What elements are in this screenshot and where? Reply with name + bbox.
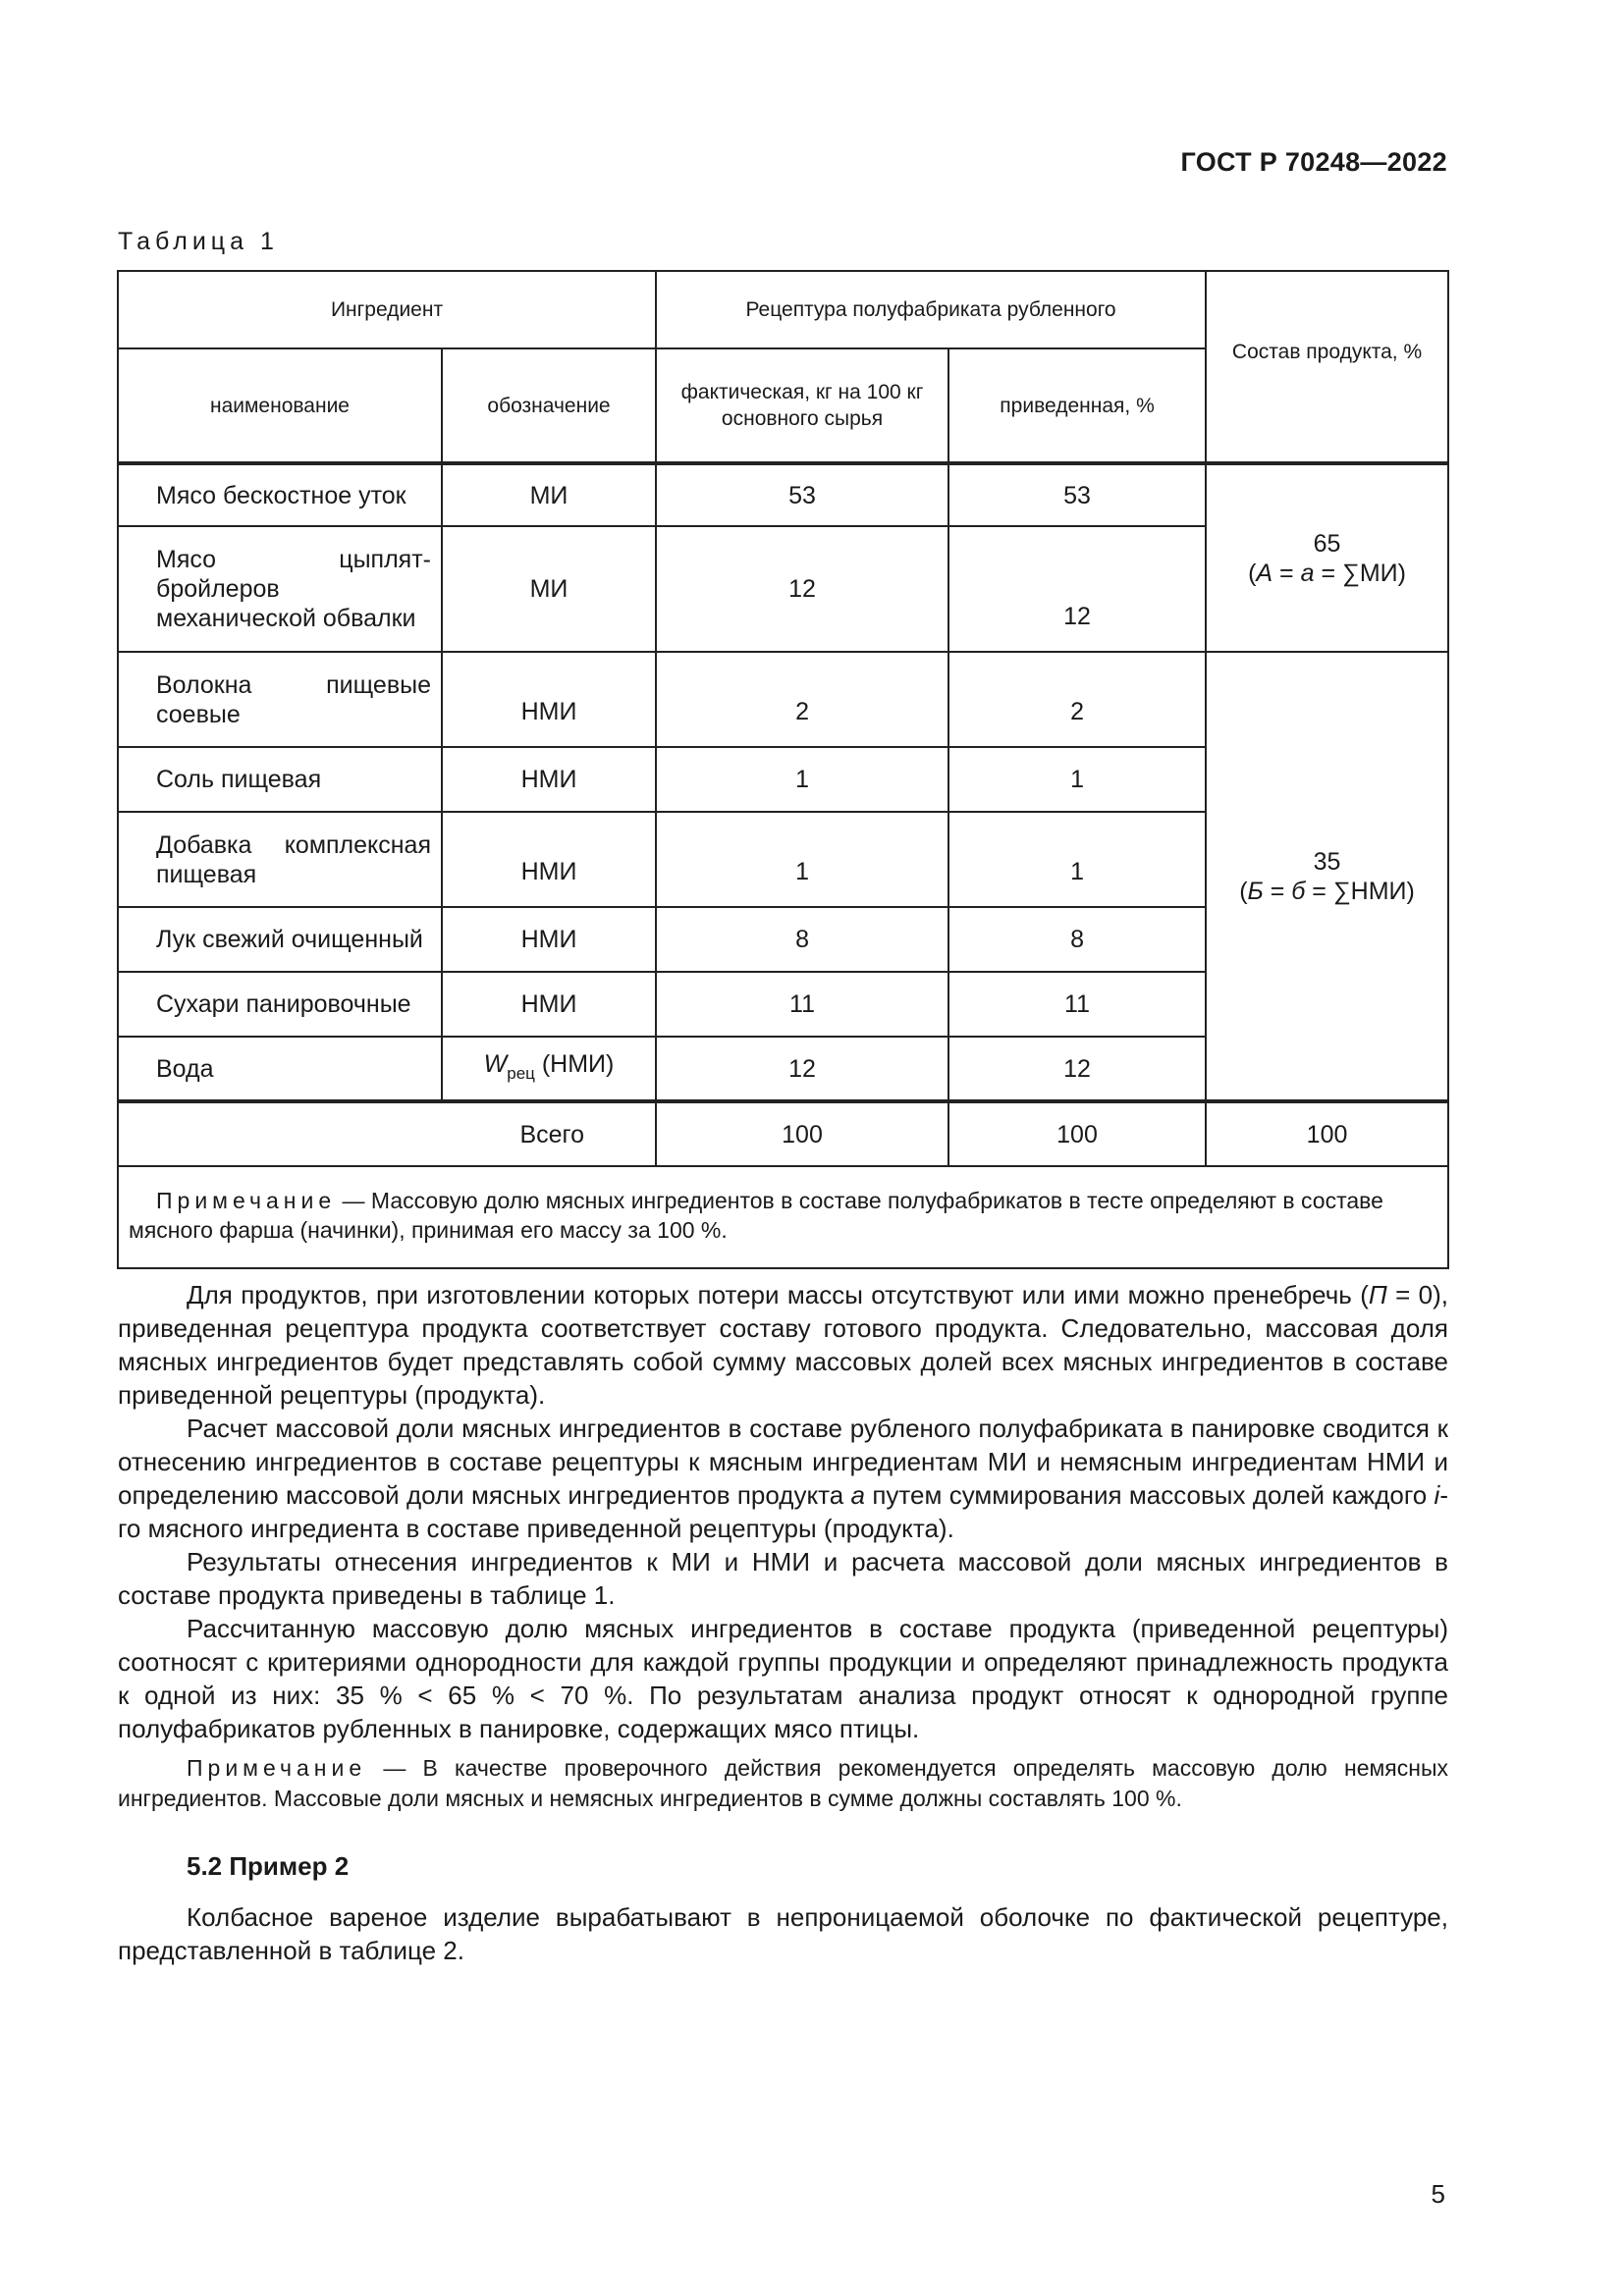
header-reduced: приведенная, % [948,348,1206,463]
ingredient-actual: 53 [656,463,948,526]
table-row [118,652,1448,747]
ingredient-reduced: 8 [948,907,1206,972]
group-meat-value: 65 [1313,529,1341,558]
note-verification [118,1753,1448,1814]
ingredient-reduced: 1 [948,812,1206,907]
total-actual: 100 [656,1101,948,1166]
group-meat-formula: (А = а = ∑МИ) [1248,559,1406,587]
total-composition: 100 [1206,1101,1448,1166]
table-1 [117,270,1447,1269]
ingredient-actual: 8 [656,907,948,972]
ingredient-name: Сухари панировочные [118,972,442,1037]
ingredient-actual: 12 [656,526,948,652]
ingredient-reduced: 53 [948,463,1206,526]
section-paragraph-container [118,1900,1448,1967]
ingredient-name: Добавка комплексная пищевая [118,812,442,907]
table-row [118,463,1448,526]
document-code: ГОСТ Р 70248—2022 [1180,147,1447,177]
ingredient-reduced: 12 [948,526,1206,652]
ingredient-actual: 11 [656,972,948,1037]
table-caption: Таблица 1 [118,228,279,255]
group-nonmeat-composition [1206,652,1448,1101]
ingredient-actual: 1 [656,812,948,907]
header-ingredient: Ингредиент [118,271,656,348]
ingredient-designation: МИ [442,526,656,652]
table-note [118,1166,1448,1268]
header-recipe: Рецептура полуфабриката рубленного [656,271,1206,348]
total-label: Всего [118,1101,656,1166]
section-paragraph: Колбасное вареное изделие вырабатывают в непроницаемой оболочке по фактической рецептуре, представленной в таблице 2. [118,1902,1448,1965]
note-text: — В качестве проверочного действия рекомендуется определять массовую долю немясных ингредиентов. Массовые доли мясных и немясных ингредиентов в сумме должны составлять 100 %. [118,1755,1448,1811]
ingredient-reduced: 12 [948,1037,1206,1101]
ingredient-reduced: 11 [948,972,1206,1037]
group-meat-composition [1206,463,1448,652]
header-designation: обозначение [442,348,656,463]
ingredient-designation: МИ [442,463,656,526]
table-note-label: Примечание [156,1188,337,1213]
paragraph-3: Результаты отнесения ингредиентов к МИ и НМИ и расчета массовой доли мясных ингредиентов в составе продукта приведены в таблице 1. [118,1547,1448,1610]
ingredient-designation: НМИ [442,747,656,812]
ingredient-name: Мясо цыплят-бройлеров механической обвалки [118,526,442,652]
total-reduced: 100 [948,1101,1206,1166]
ingredient-actual: 1 [656,747,948,812]
ingredient-name: Лук свежий очищенный [118,907,442,972]
section-title: 5.2 Пример 2 [187,1851,350,1881]
ingredient-name: Соль пищевая [118,747,442,812]
ingredient-designation: $W_{рец}$ (НМИ) [442,1037,656,1101]
group-nonmeat-formula: (Б = б = ∑НМИ) [1239,877,1415,905]
ingredient-name: Волокна пищевые соевые [118,652,442,747]
note-label: Примечание [187,1755,367,1781]
header-actual: фактическая, кг на 100 кг основного сырья [656,348,948,463]
ingredient-name: Мясо бескостное уток [118,463,442,526]
ingredient-actual: 2 [656,652,948,747]
group-nonmeat-value: 35 [1313,847,1341,876]
ingredient-name: Вода [118,1037,442,1101]
paragraph-2: Расчет массовой доли мясных ингредиентов в составе рубленого полуфабриката в панировке сводится к отнесению ингредиентов в составе рецептуры к мясным ингредиентам МИ и немясным ингредиентам НМИ и определению массовой доли мясных ингредиентов продукта а путем суммирования массовых долей каждого i-го мясного ингредиента в составе приведенной рецептуры (продукта). [118,1414,1448,1543]
body-paragraphs [118,1278,1448,1745]
ingredient-reduced: 2 [948,652,1206,747]
table-note-row [118,1166,1448,1268]
ingredient-designation: НМИ [442,972,656,1037]
header-composition: Состав продукта, % [1206,271,1448,463]
ingredient-designation: НМИ [442,812,656,907]
paragraph-1: Для продуктов, при изготовлении которых потери массы отсутствуют или ими можно пренебречь (П = 0), приведенная рецептура продукта соответствует составу готового продукта. Следовательно, массовая доля мясных ингредиентов будет представлять собой сумму массовых долей всех мясных ингредиентов в составе приведенной рецептуры (продукта). [118,1280,1449,1410]
table-total-row [118,1101,1448,1166]
page-number: 5 [1431,2179,1445,2209]
ingredient-actual: 12 [656,1037,948,1101]
table-note-text: — Массовую долю мясных ингредиентов в составе полуфабрикатов в тесте определяют в составе мясного фарша (начинки), принимая его массу за 100 %. [129,1188,1383,1243]
ingredient-designation: НМИ [442,907,656,972]
ingredient-reduced: 1 [948,747,1206,812]
ingredient-designation: НМИ [442,652,656,747]
paragraph-4: Рассчитанную массовую долю мясных ингредиентов в составе продукта (приведенной рецептуры) соотносят с критериями однородности для каждой группы продукции и определяют принадлежность продукта к одной из них: 35 % < 65 % < 70 %. По результатам анализа продукт относят к однородной группе полуфабрикатов рубленных в панировке, содержащих мясо птицы. [118,1614,1448,1743]
header-name: наименование [118,348,442,463]
